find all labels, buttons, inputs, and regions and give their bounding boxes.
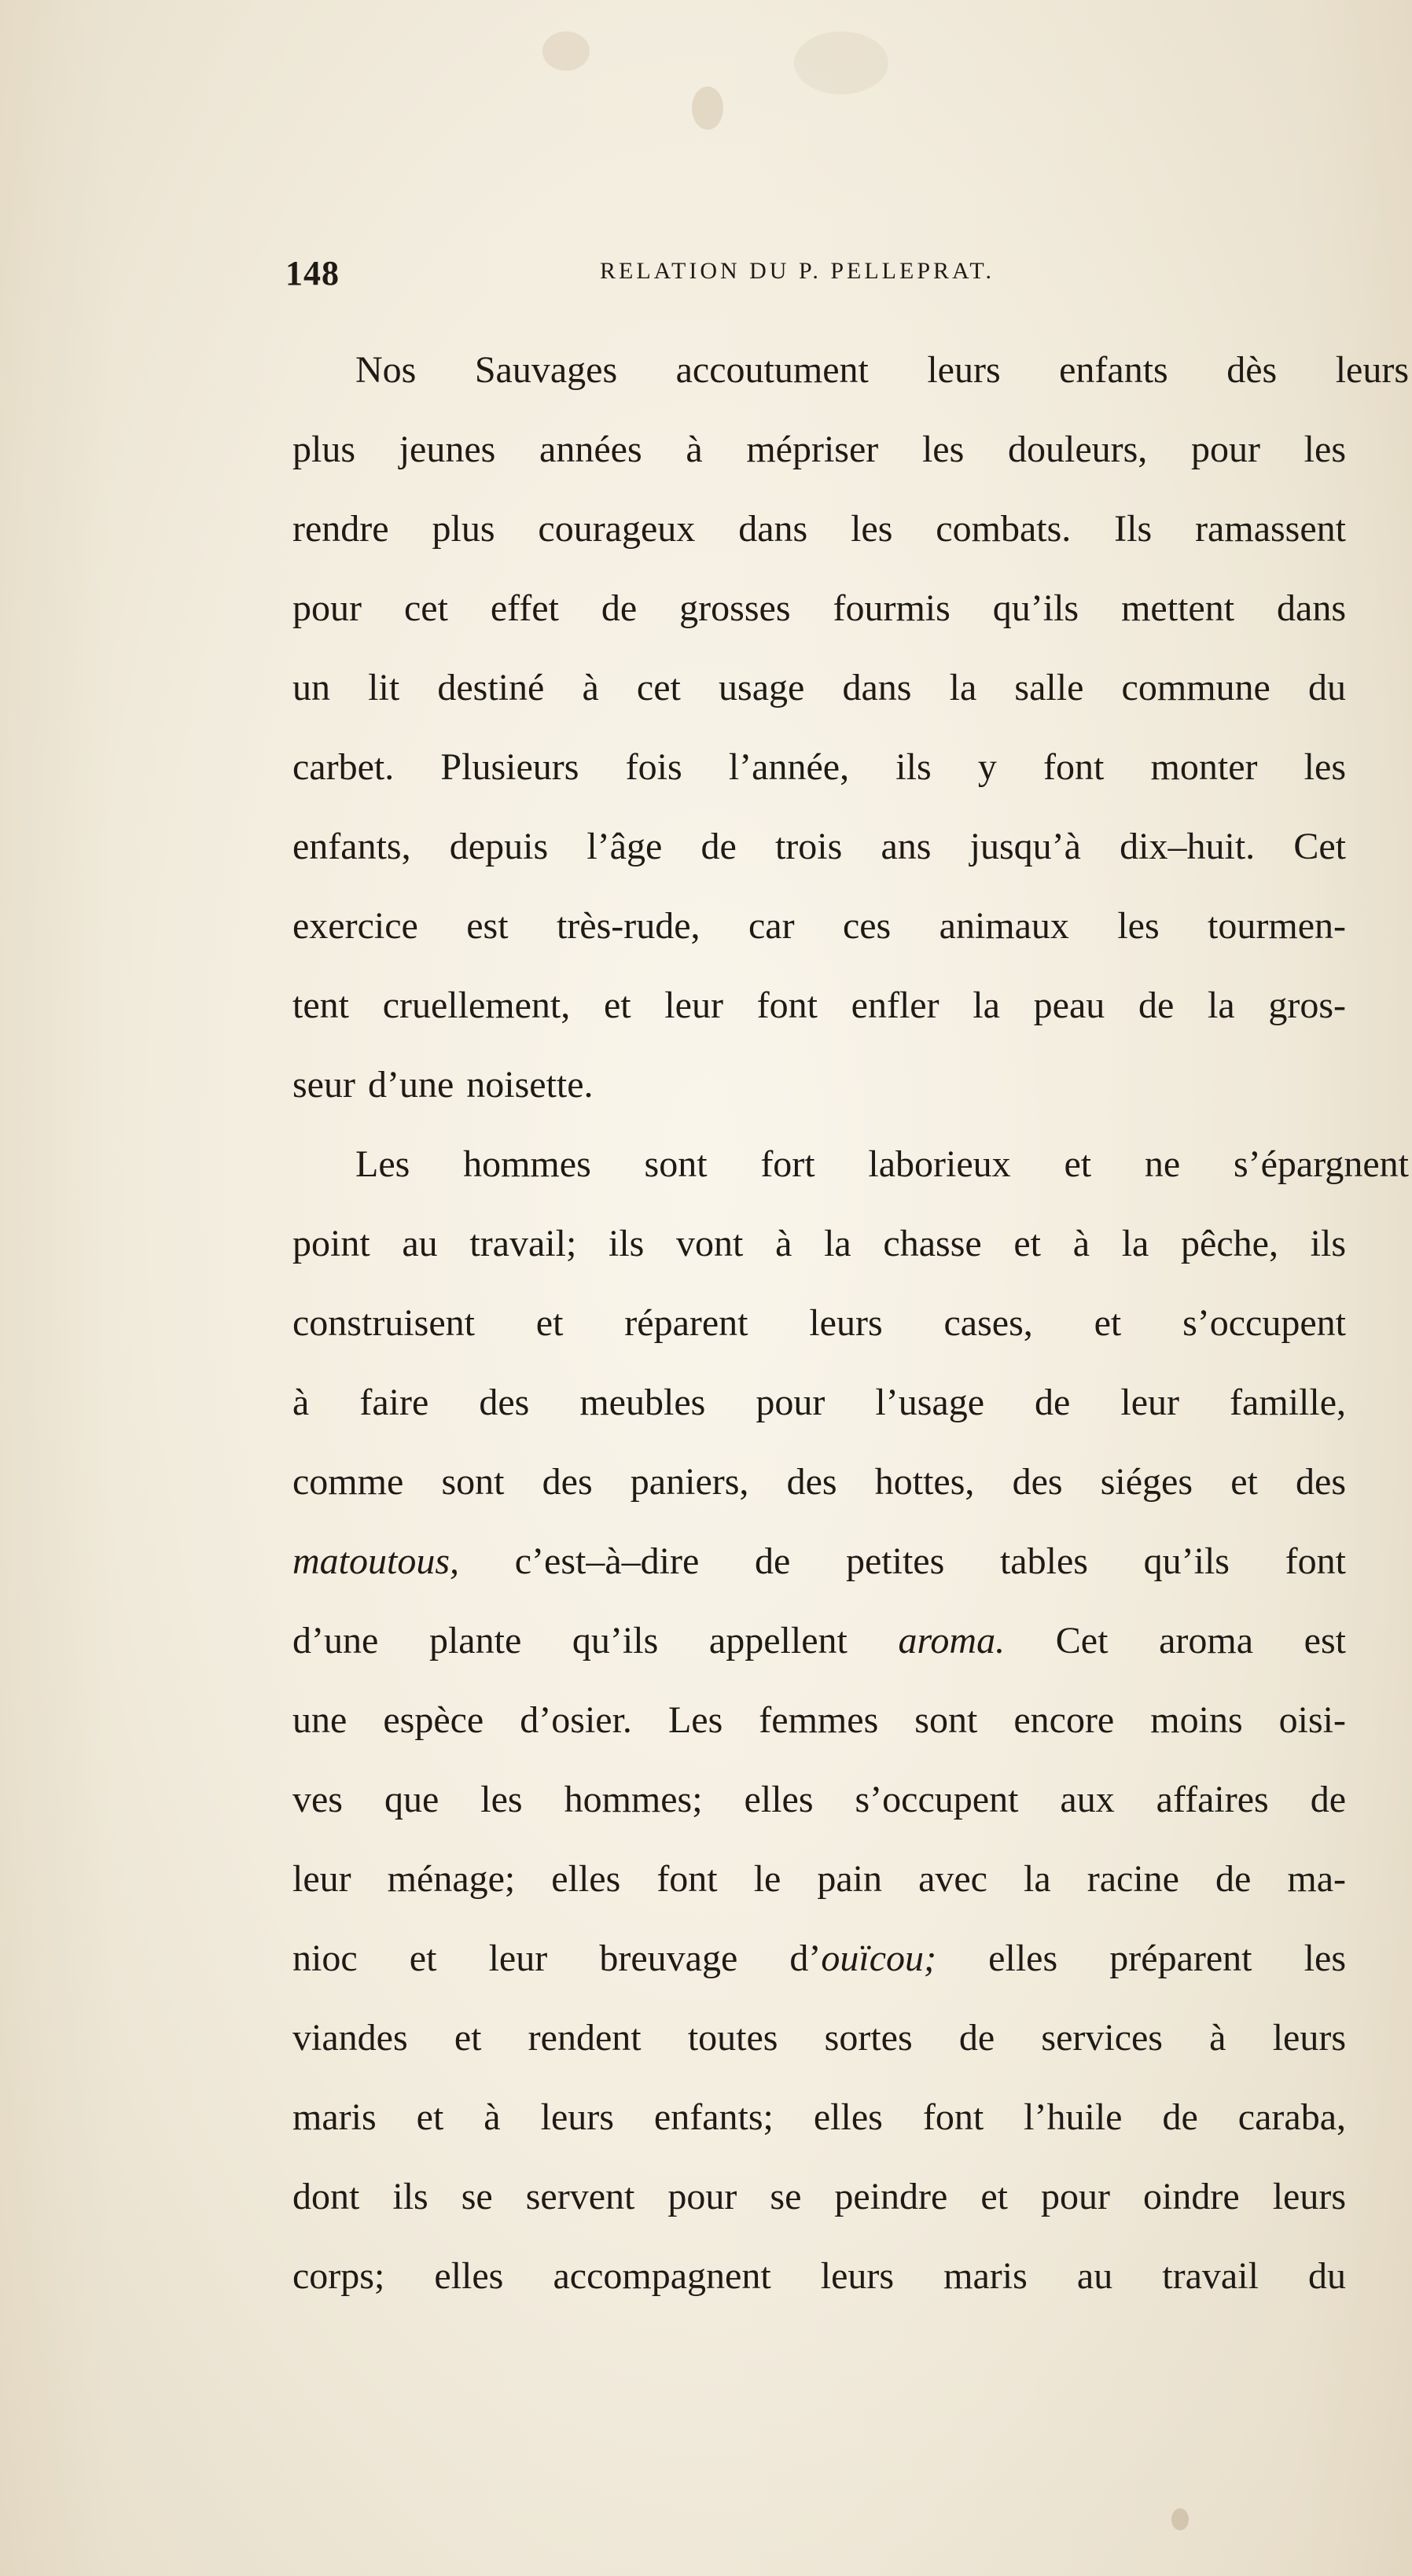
text-line: exercice est très-rude, car ces animaux les tourmen-	[292, 905, 1346, 947]
text-fragment: elles préparent les	[936, 1938, 1346, 1979]
text-line: plus jeunes années à mépriser les douleurs, pour les	[292, 429, 1346, 470]
text-line: viandes et rendent toutes sortes de services à leurs	[292, 2017, 1346, 2059]
text-line: à faire des meubles pour l’usage de leur famille,	[292, 1382, 1346, 1423]
body-text	[292, 330, 1409, 2316]
text-line: une espèce d’osier. Les femmes sont encore moins oisi-	[292, 1699, 1346, 1741]
text-fragment: c’est–à–dire de petites tables qu’ils font	[459, 1540, 1346, 1582]
paper-stain	[1171, 2508, 1189, 2530]
text-line: comme sont des paniers, des hottes, des siéges et des	[292, 1461, 1346, 1503]
paper-stain	[794, 31, 888, 94]
text-line: ves que les hommes; elles s’occupent aux affaires de	[292, 1779, 1346, 1820]
text-line: construisent et réparent leurs cases, et s’occupent	[292, 1302, 1346, 1344]
page-number: 148	[285, 254, 340, 293]
italic-term: matoutous,	[292, 1540, 460, 1582]
text-line: tent cruellement, et leur font enfler la peau de la gros-	[292, 984, 1346, 1026]
text-line: maris et à leurs enfants; elles font l’huile de caraba,	[292, 2096, 1346, 2138]
text-line: corps; elles accompagnent leurs maris au travail du	[292, 2255, 1346, 2297]
text-line: point au travail; ils vont à la chasse et à la pêche, ils	[292, 1223, 1346, 1264]
text-fragment: nioc et leur breuvage d’	[292, 1938, 822, 1979]
text-line	[292, 1601, 1346, 1680]
paper-stain	[692, 86, 723, 130]
page-header	[285, 253, 1095, 300]
text-line: enfants, depuis l’âge de trois ans jusqu’à dix–huit. Cet	[292, 826, 1346, 867]
text-line: leur ménage; elles font le pain avec la racine de ma-	[292, 1858, 1346, 1900]
text-fragment: d’une plante qu’ils appellent	[292, 1620, 899, 1662]
text-fragment: Cet aroma est	[1005, 1620, 1346, 1662]
italic-term: ouïcou;	[821, 1938, 937, 1979]
text-line: pour cet effet de grosses fourmis qu’ils mettent dans	[292, 587, 1346, 629]
text-line: Nos Sauvages accoutument leurs enfants dès leurs	[355, 349, 1409, 391]
text-line: carbet. Plusieurs fois l’année, ils y font monter les	[292, 746, 1346, 788]
text-line: dont ils se servent pour se peindre et pour oindre leurs	[292, 2176, 1346, 2217]
text-line	[292, 1522, 1346, 1601]
text-line	[292, 1919, 1346, 1998]
text-line: un lit destiné à cet usage dans la salle commune du	[292, 667, 1346, 708]
text-line: Les hommes sont fort laborieux et ne s’épargnent	[355, 1143, 1409, 1185]
text-line: rendre plus courageux dans les combats. Ils ramassent	[292, 508, 1346, 550]
italic-term: aroma.	[898, 1620, 1006, 1662]
text-line: seur d’une noisette.	[292, 1064, 594, 1106]
paper-stain	[542, 31, 590, 71]
running-head: RELATION DU P. PELLEPRAT.	[600, 258, 995, 284]
